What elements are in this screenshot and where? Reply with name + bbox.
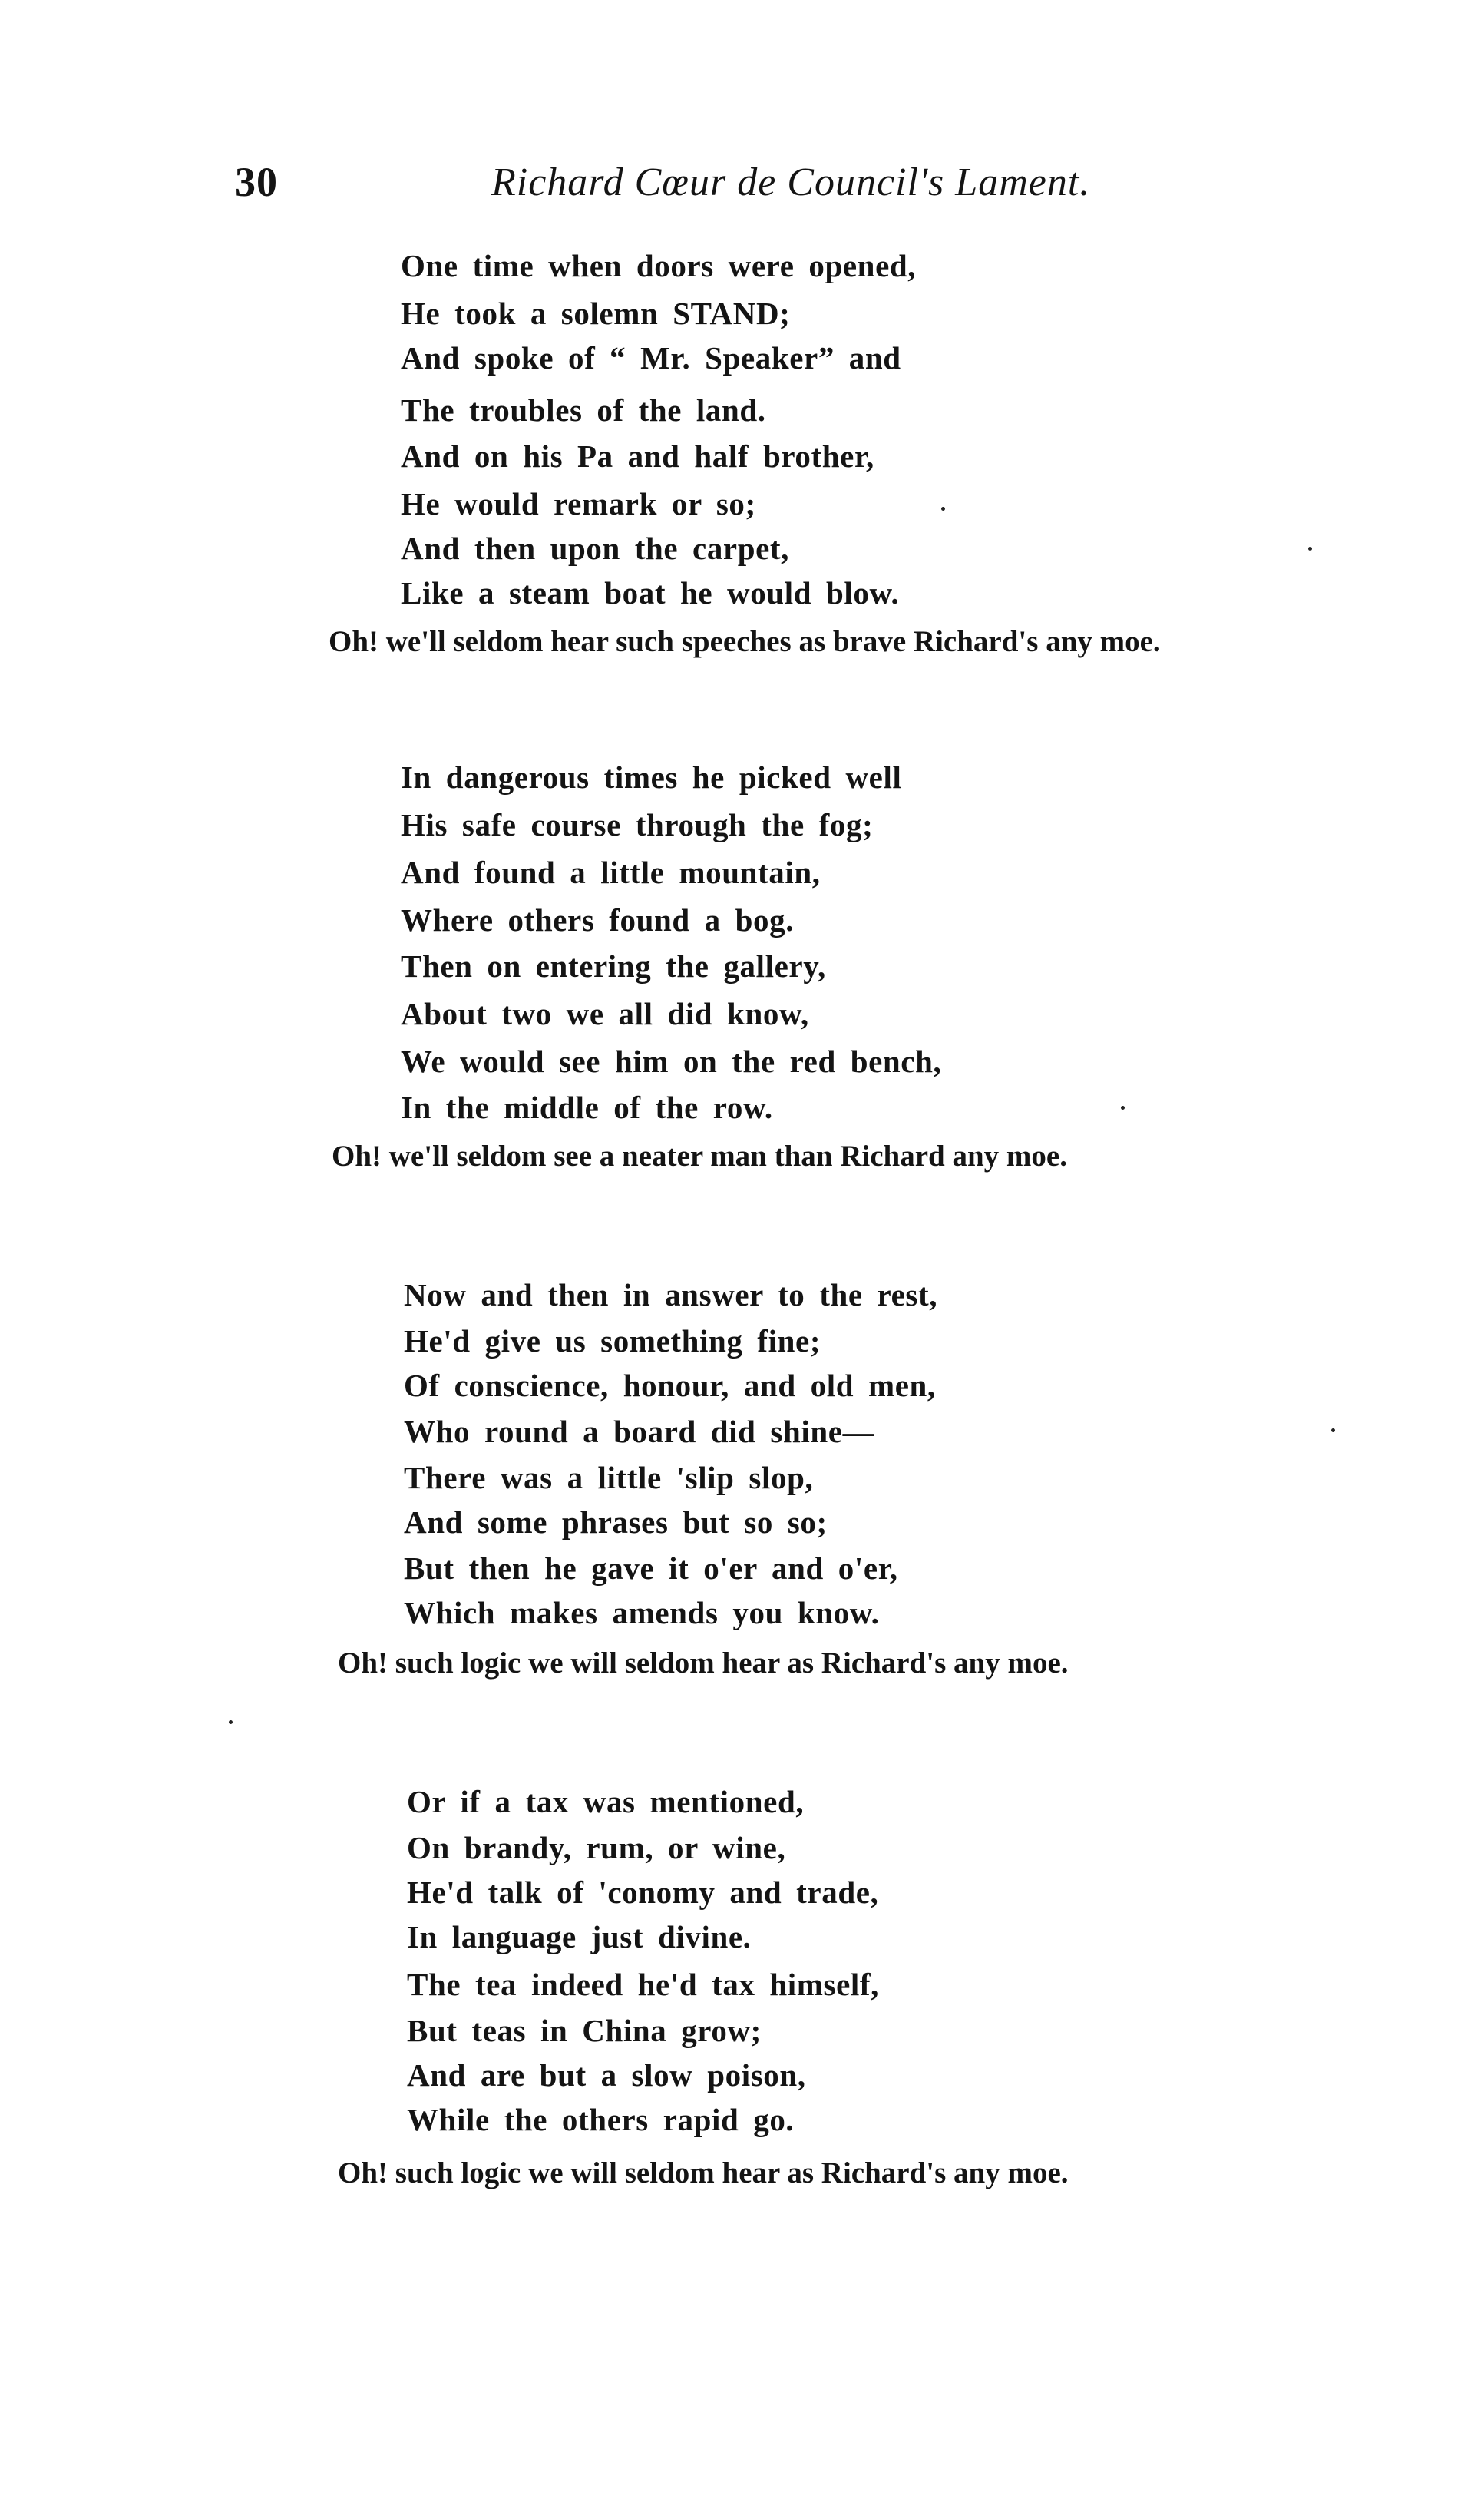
verse-line: And then upon the carpet, — [401, 531, 790, 566]
verse-line: The tea indeed he'd tax himself, — [407, 1967, 879, 2002]
verse-line: Now and then in answer to the rest, — [404, 1277, 938, 1312]
verse-line: In the middle of the row. — [401, 1090, 773, 1125]
verse-line: And spoke of “ Mr. Speaker” and — [401, 340, 901, 376]
refrain-line: Oh! such logic we will seldom hear as Richard's any moe. — [338, 2156, 1069, 2189]
verse-line: His safe course through the fog; — [401, 807, 874, 842]
verse-line: He took a solemn STAND; — [401, 296, 791, 331]
ink-speck — [1121, 1106, 1125, 1110]
verse-line: One time when doors were opened, — [401, 248, 917, 283]
refrain-line: Oh! such logic we will seldom hear as Richard's any moe. — [338, 1647, 1069, 1680]
verse-line: While the others rapid go. — [407, 2102, 795, 2137]
verse-line: In language just divine. — [407, 1919, 752, 1954]
verse-line: The troubles of the land. — [401, 392, 766, 428]
verse-line: And are but a slow poison, — [407, 2057, 806, 2093]
verse-line: He would remark or so; — [401, 486, 756, 521]
ink-speck — [941, 507, 945, 511]
verse-line: He'd give us something fine; — [404, 1323, 821, 1359]
verse-line: In dangerous times he picked well — [401, 760, 902, 795]
refrain-line: Oh! we'll seldom hear such speeches as brave Richard's any moe. — [329, 625, 1161, 658]
running-title: Richard Cœur de Council's Lament. — [491, 161, 1091, 204]
ink-speck — [1308, 547, 1312, 551]
verse-line: Where others found a bog. — [401, 902, 795, 938]
verse-line: Of conscience, honour, and old men, — [404, 1368, 936, 1403]
verse-line: On brandy, rum, or wine, — [407, 1830, 786, 1865]
verse-line: About two we all did know, — [401, 996, 809, 1031]
refrain-line: Oh! we'll seldom see a neater man than Richard any moe. — [332, 1140, 1067, 1173]
ink-speck — [1331, 1428, 1335, 1432]
page-number: 30 — [235, 159, 278, 205]
verse-line: Which makes amends you know. — [404, 1595, 880, 1630]
verse-line: Who round a board did shine— — [404, 1414, 875, 1449]
verse-line: We would see him on the red bench, — [401, 1044, 942, 1079]
verse-line: But then he gave it o'er and o'er, — [404, 1551, 898, 1586]
verse-line: He'd talk of 'conomy and trade, — [407, 1875, 879, 1910]
verse-line: Then on entering the gallery, — [401, 948, 826, 984]
verse-line: Or if a tax was mentioned, — [407, 1784, 805, 1819]
verse-line: Like a steam boat he would blow. — [401, 575, 900, 611]
verse-line: But teas in China grow; — [407, 2013, 762, 2048]
verse-line: And some phrases but so so; — [404, 1504, 828, 1540]
verse-line: There was a little 'slip slop, — [404, 1460, 814, 1495]
ink-speck — [229, 1720, 233, 1724]
verse-line: And found a little mountain, — [401, 855, 821, 890]
verse-line: And on his Pa and half brother, — [401, 439, 874, 474]
